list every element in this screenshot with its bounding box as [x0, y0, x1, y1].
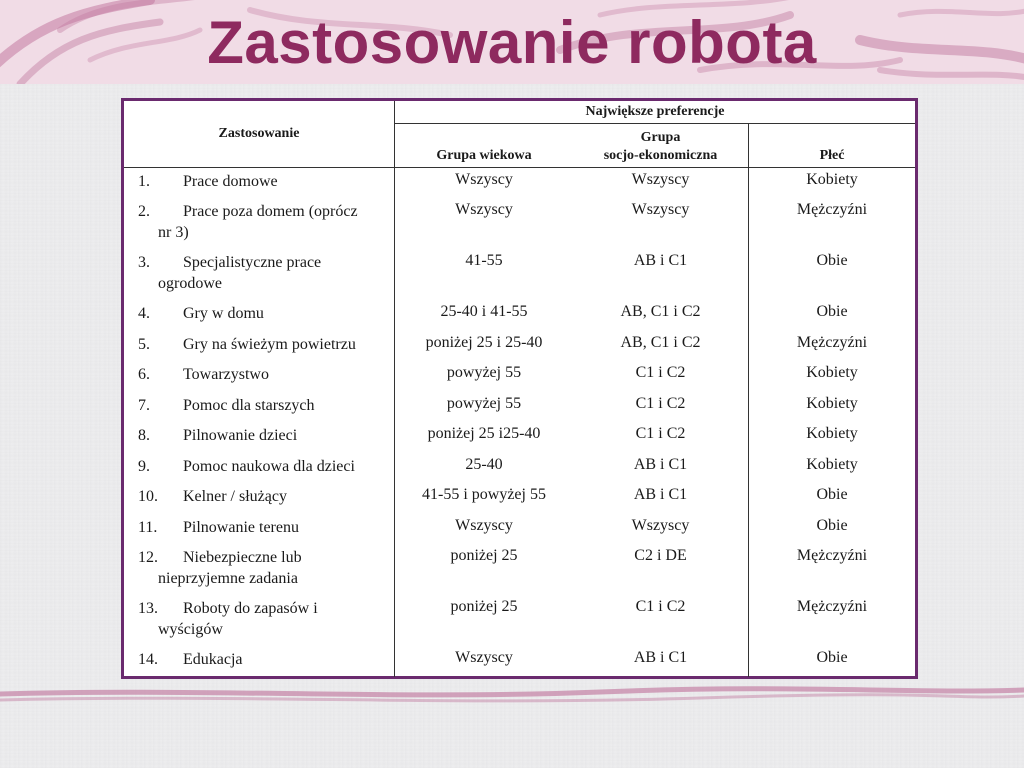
data-table: [124, 101, 915, 677]
application-text-continued: wyścigów: [158, 621, 223, 638]
cell-age-group: powyżej 55: [446, 364, 522, 381]
application-text: Specjalistyczne prace: [183, 254, 322, 271]
cell-age-group: Wszyscy: [455, 171, 513, 188]
header-age-group: Grupa wiekowa: [395, 124, 574, 168]
cell-age-group: poniżej 25 i 25-40: [425, 333, 543, 351]
row-number: 11.: [138, 518, 158, 536]
application-text-continued: ogrodowe: [158, 275, 222, 292]
decorative-divider: [0, 680, 1024, 710]
row-number: 10.: [138, 488, 158, 505]
cell-age-group: powyżej 55: [446, 394, 522, 412]
table-row: [124, 483, 915, 514]
row-number: 6.: [138, 366, 150, 383]
application-text: Pomoc naukowa dla dzieci: [183, 457, 355, 475]
cell-sex: Obie: [749, 514, 916, 545]
table-row: [124, 361, 915, 392]
cell-socio-group: AB, C1 i C2: [620, 303, 701, 320]
cell-socio-group: C1 i C2: [635, 364, 686, 381]
cell-age-group: 41-55 i powyżej 55: [422, 486, 546, 503]
application-text: Prace poza domem (oprócz: [183, 203, 358, 220]
cell-age-group: 25-40 i 41-55: [440, 303, 528, 320]
row-number: 14.: [138, 651, 158, 668]
cell-sex: Kobiety: [749, 361, 916, 392]
cell-socio-group: Wszyscy: [631, 171, 690, 188]
row-number: 5.: [138, 335, 150, 353]
cell-sex: Kobiety: [749, 392, 916, 423]
cell-socio-group: C2 i DE: [634, 547, 687, 564]
cell-sex: Mężczyźni: [749, 544, 916, 595]
row-number: 12.: [138, 549, 158, 566]
application-line: [128, 171, 394, 192]
cell-sex: Mężczyźni: [749, 198, 916, 249]
cell-application: [124, 483, 395, 514]
application-line: [128, 252, 394, 273]
table-row: [124, 453, 915, 484]
cell-age-group: Wszyscy: [455, 201, 513, 218]
cell-application: [124, 300, 395, 331]
cell-socio-group: AB i C1: [633, 252, 688, 269]
cell-age-group: Wszyscy: [455, 516, 513, 534]
table-row: [124, 300, 915, 331]
cell-application: [124, 249, 395, 300]
cell-application: [124, 331, 395, 362]
cell-age-group: poniżej 25 i25-40: [427, 425, 541, 442]
application-line: [128, 456, 394, 477]
cell-socio-group: AB, C1 i C2: [620, 333, 701, 351]
cell-sex: Obie: [749, 646, 916, 677]
cell-sex: Obie: [749, 249, 916, 300]
application-line: [128, 364, 394, 385]
row-number: 13.: [138, 600, 158, 617]
application-text: Pilnowanie dzieci: [183, 427, 298, 444]
cell-age-group: 25-40: [465, 455, 503, 473]
application-line: [128, 425, 394, 446]
cell-application: [124, 422, 395, 453]
table-row: [124, 392, 915, 423]
row-number: 1.: [138, 173, 150, 190]
cell-application: [124, 168, 395, 199]
application-line: [128, 395, 394, 416]
application-text-continued: nr 3): [158, 224, 189, 241]
cell-age-group: poniżej 25: [450, 547, 518, 564]
table-row: [124, 595, 915, 646]
cell-sex: Mężczyźni: [749, 331, 916, 362]
cell-socio-group: AB i C1: [633, 649, 688, 666]
cell-age-group: poniżej 25: [450, 598, 518, 615]
cell-application: [124, 595, 395, 646]
table-row: [124, 168, 915, 199]
row-number: 4.: [138, 305, 150, 322]
application-text: Niebezpieczne lub: [183, 549, 302, 566]
row-number: 8.: [138, 427, 150, 444]
application-line: [128, 303, 394, 324]
row-number: 3.: [138, 254, 150, 271]
table-row: [124, 544, 915, 595]
cell-application: [124, 198, 395, 249]
cell-application: [124, 646, 395, 677]
cell-application: [124, 514, 395, 545]
application-line: [128, 201, 394, 222]
cell-sex: Obie: [749, 300, 916, 331]
cell-application: [124, 392, 395, 423]
cell-age-group: 41-55: [465, 252, 503, 269]
cell-sex: Obie: [749, 483, 916, 514]
cell-application: [124, 361, 395, 392]
header-application: Zastosowanie: [124, 101, 395, 168]
cell-socio-group: Wszyscy: [631, 201, 690, 218]
table-row: [124, 331, 915, 362]
header-socio-line1: Grupa: [640, 130, 681, 145]
table-row: [124, 249, 915, 300]
cell-socio-group: C1 i C2: [635, 394, 686, 412]
table-row: [124, 646, 915, 677]
application-text: Pomoc dla starszych: [183, 396, 315, 414]
cell-age-group: Wszyscy: [455, 649, 513, 666]
header-preferences: Największe preferencje: [395, 101, 916, 124]
cell-application: [124, 453, 395, 484]
row-number: 9.: [138, 457, 150, 475]
application-text: Gry na świeżym powietrzu: [183, 335, 356, 353]
application-line: [128, 486, 394, 507]
table-row: [124, 198, 915, 249]
title-banner: [0, 0, 1024, 84]
application-line: [128, 517, 394, 538]
cell-sex: Kobiety: [749, 422, 916, 453]
cell-sex: Kobiety: [749, 168, 916, 199]
cell-socio-group: Wszyscy: [631, 516, 690, 534]
application-line: [128, 598, 394, 619]
application-text-continued: nieprzyjemne zadania: [158, 570, 298, 587]
header-socio-group: [573, 124, 749, 168]
application-text: Roboty do zapasów i: [183, 600, 318, 617]
row-number: 2.: [138, 203, 150, 220]
application-line: [128, 649, 394, 670]
robot-applications-table: [121, 98, 918, 679]
table-row: [124, 422, 915, 453]
application-text: Edukacja: [183, 651, 243, 668]
cell-sex: Mężczyźni: [749, 595, 916, 646]
application-line: [128, 334, 394, 355]
table-row: [124, 514, 915, 545]
header-socio-line2: socjo-ekonomiczna: [603, 148, 718, 163]
row-number: 7.: [138, 396, 150, 414]
cell-socio-group: C1 i C2: [635, 425, 686, 442]
application-text: Kelner / służący: [183, 488, 287, 505]
cell-application: [124, 544, 395, 595]
application-text: Gry w domu: [183, 305, 264, 322]
header-sex: Płeć: [749, 124, 916, 168]
cell-socio-group: C1 i C2: [635, 598, 686, 615]
application-text: Towarzystwo: [183, 366, 269, 383]
cell-socio-group: AB i C1: [633, 455, 688, 473]
application-text: Pilnowanie terenu: [183, 518, 299, 536]
cell-socio-group: AB i C1: [633, 486, 688, 503]
cell-sex: Kobiety: [749, 453, 916, 484]
application-text: Prace domowe: [183, 173, 278, 190]
application-line: [128, 547, 394, 568]
slide-title: Zastosowanie robota: [207, 9, 817, 76]
